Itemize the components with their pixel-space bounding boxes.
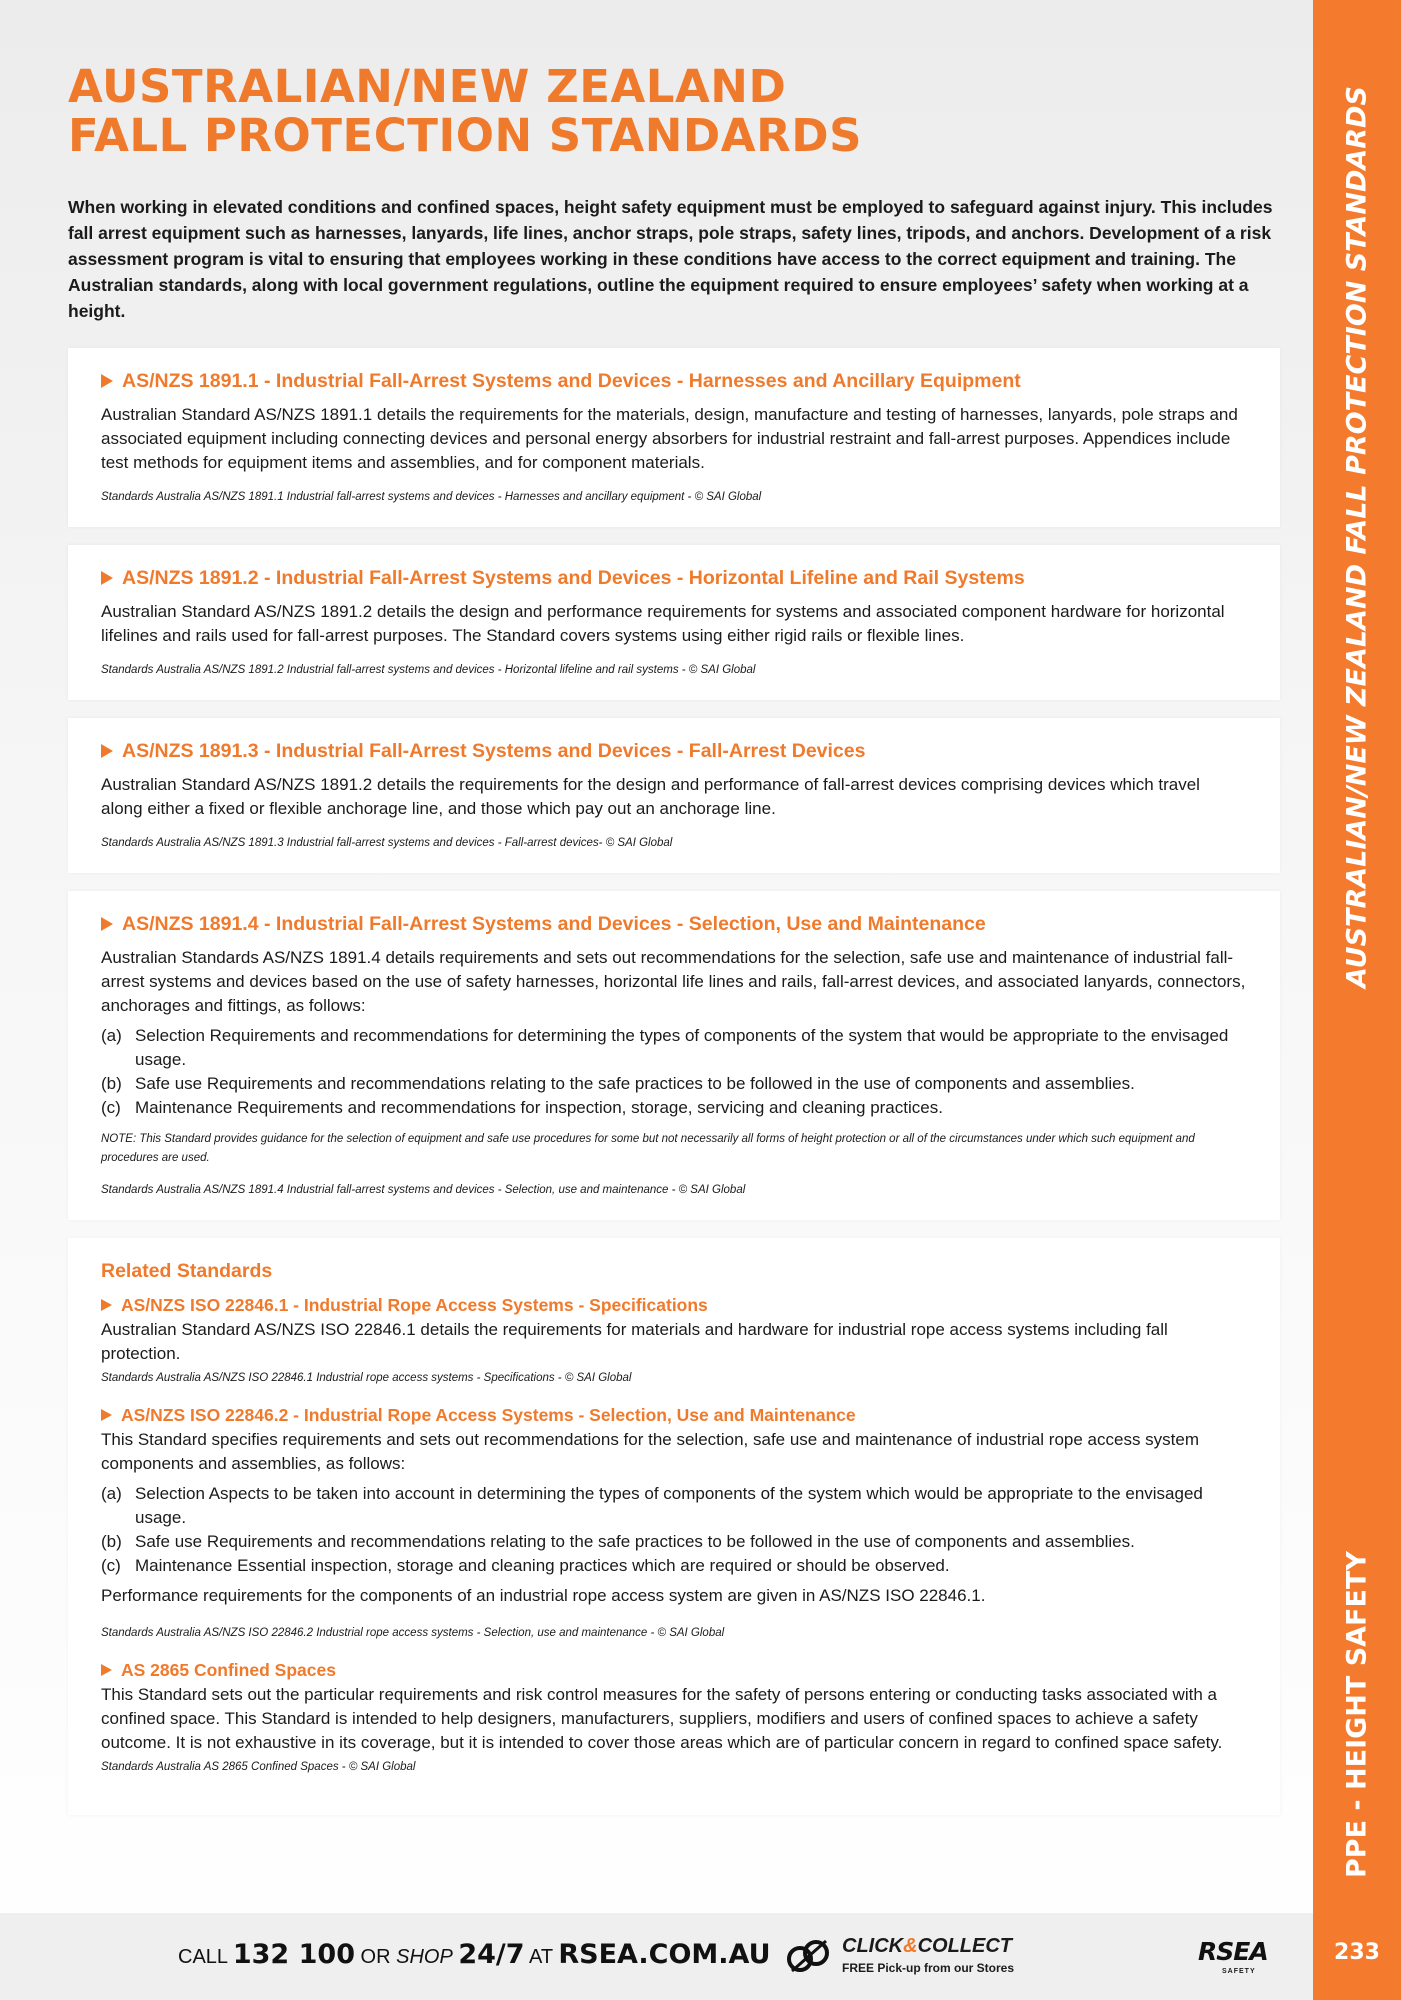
section-citation: Standards Australia AS 2865 Confined Spaces - © SAI Global (101, 1761, 416, 1773)
section-title: AS/NZS 1891.2 - Industrial Fall-Arrest Systems and Devices - Horizontal Lifeline and Rail Systems (101, 565, 1246, 591)
section-citation: Standards Australia AS/NZS ISO 22846.1 Industrial rope access systems - Specifications - © SAI Global (101, 1372, 632, 1384)
related-standards-heading: Related Standards (101, 1260, 273, 1282)
related-item-22846-2 (101, 1404, 1246, 1641)
related-standards-card (68, 1238, 1280, 1815)
contact-line: CALL 132 100 OR SHOP 24/7 AT RSEA.COM.AU (178, 1939, 771, 1970)
intro-paragraph: When working in elevated conditions and confined spaces, height safety equipment must be employed to safeguard against injury. This includes fall arrest equipment such as harnesses, lanyards, life lines, anchor straps, pole straps, safety lines, tripods, and anchors. Development of a risk assessment program is vital to ensuring that employees working in these conditions have access to the correct equipment and training. The Australian standards, along with local government regulations, outline the equipment required to ensure employees’ safety when working at a height. (68, 197, 1273, 321)
section-title: AS/NZS 1891.3 - Industrial Fall-Arrest Systems and Devices - Fall-Arrest Devices (101, 738, 1246, 764)
section-citation: Standards Australia AS/NZS 1891.4 Industrial fall-arrest systems and devices - Selection, use and maintenance - © SAI Global (101, 1184, 746, 1196)
related-item-22846-1 (101, 1294, 1246, 1386)
side-tab-category: PPE - HEIGHT SAFETY (1341, 1551, 1373, 1878)
section-body: This Standard specifies requirements and sets out recommendations for the selection, safe use and maintenance of industrial rope access system components and assemblies, as follows: (101, 1430, 1200, 1473)
triangle-bullet-icon (101, 571, 113, 585)
triangle-bullet-icon (101, 374, 113, 388)
section-body: Australian Standards AS/NZS 1891.4 details requirements and sets out recommendations for the selection, safe use and maintenance of industrial fall-arrest systems and devices based on the use of safety harnesses, horizontal life lines and rails, fall-arrest devices, and associated lanyards, connectors, anchorages and fittings, as follows: (101, 948, 1246, 1015)
section-body: Australian Standard AS/NZS 1891.2 details the design and performance requirements for systems and associated component hardware for horizontal lifelines and rails used for fall-arrest purposes. The Standard covers systems using either rigid rails or flexible lines. (101, 602, 1225, 645)
triangle-bullet-icon (101, 744, 113, 758)
list-item: (c) Maintenance Requirements and recommendations for inspection, storage, servicing and cleaning practices. (101, 1098, 943, 1117)
side-tab (1313, 0, 1401, 2000)
rsea-logo: RSEA (1198, 1937, 1268, 1966)
rsea-logo-sub: SAFETY (1222, 1968, 1256, 1975)
requirements-list (101, 1024, 1246, 1120)
standard-card-1891-3 (68, 718, 1280, 873)
list-item: (b) Safe use Requirements and recommendations relating to the safe practices to be followed in the use of components and assemblies. (101, 1532, 1135, 1551)
phone-number[interactable]: 132 100 (232, 1939, 355, 1970)
section-title: AS/NZS ISO 22846.2 - Industrial Rope Access Systems - Selection, Use and Maintenance (101, 1404, 1246, 1426)
section-title: AS/NZS ISO 22846.1 - Industrial Rope Access Systems - Specifications (101, 1294, 1246, 1316)
standard-card-1891-2 (68, 545, 1280, 700)
side-tab-title: AUSTRALIAN/NEW ZEALAND FALL PROTECTION STANDARDS (1341, 86, 1373, 988)
performance-note: Performance requirements for the components of an industrial rope access system are given in AS/NZS ISO 22846.1. (101, 1586, 986, 1605)
section-body: This Standard sets out the particular requirements and risk control measures for the safety of persons entering or conducting tasks associated with a confined space. This Standard is intended to help designers, manufacturers, suppliers, modifiers and users of confined spaces to achieve a safety outcome. It is not exhaustive in its coverage, but it is intended to cover those areas which are of particular concern in regard to confined space safety. (101, 1685, 1223, 1752)
section-body: Australian Standard AS/NZS 1891.2 details the requirements for the design and performance of fall-arrest devices comprising devices which travel along either a fixed or flexible anchorage line, and those which pay out an anchorage line. (101, 775, 1200, 818)
requirements-list (101, 1482, 1246, 1578)
section-body: Australian Standard AS/NZS 1891.1 details the requirements for the materials, design, manufacture and testing of harnesses, lanyards, pole straps and associated equipment including connecting devices and personal energy absorbers for industrial restraint and fall-arrest purposes. Appendices include test methods for equipment items and assemblies, and for component materials. (101, 405, 1238, 472)
related-item-2865 (101, 1659, 1246, 1775)
section-note: NOTE: This Standard provides guidance for the selection of equipment and safe use procedures for some but not necessarily all forms of height protection or all of the circumstances under which such equipment and procedures are used. (101, 1133, 1195, 1164)
section-citation: Standards Australia AS/NZS 1891.2 Industrial fall-arrest systems and devices - Horizontal lifeline and rail systems - © SAI Global (101, 664, 756, 676)
section-body: Australian Standard AS/NZS ISO 22846.1 details the requirements for materials and hardware for industrial rope access systems including fall protection. (101, 1320, 1168, 1363)
click-collect-icon (786, 1937, 830, 1975)
list-item: (c) Maintenance Essential inspection, storage and cleaning practices which are required or should be observed. (101, 1556, 950, 1575)
section-citation: Standards Australia AS/NZS ISO 22846.2 Industrial rope access systems - Selection, use and maintenance - © SAI Global (101, 1627, 725, 1639)
triangle-bullet-icon (101, 917, 113, 931)
list-item: (a) Selection Requirements and recommendations for determining the types of components of the system that would be appropriate to the envisaged usage. (101, 1026, 1229, 1069)
triangle-bullet-icon (101, 1299, 112, 1311)
main-content (68, 62, 1280, 1815)
standard-card-1891-4 (68, 891, 1280, 1220)
section-title: AS/NZS 1891.1 - Industrial Fall-Arrest Systems and Devices - Harnesses and Ancillary Equipment (101, 368, 1246, 394)
section-title: AS 2865 Confined Spaces (101, 1659, 1246, 1681)
page-title: AUSTRALIAN/NEW ZEALAND FALL PROTECTION STANDARDS (68, 60, 862, 162)
triangle-bullet-icon (101, 1664, 112, 1676)
page-number: 233 (1334, 1940, 1380, 1965)
triangle-bullet-icon (101, 1409, 112, 1421)
standard-card-1891-1 (68, 348, 1280, 527)
list-item: (b) Safe use Requirements and recommendations relating to the safe practices to be followed in the use of components and assemblies. (101, 1074, 1135, 1093)
list-item: (a) Selection Aspects to be taken into account in determining the types of components of the system which would be appropriate to the envisaged usage. (101, 1484, 1203, 1527)
section-citation: Standards Australia AS/NZS 1891.1 Industrial fall-arrest systems and devices - Harnesses and ancillary equipment - © SAI Global (101, 491, 762, 503)
section-title: AS/NZS 1891.4 - Industrial Fall-Arrest Systems and Devices - Selection, Use and Maintenance (101, 911, 1246, 937)
section-citation: Standards Australia AS/NZS 1891.3 Industrial fall-arrest systems and devices - Fall-arrest devices- © SAI Global (101, 837, 673, 849)
website-link[interactable]: RSEA.COM.AU (558, 1939, 771, 1970)
footer-bar: CALL 132 100 OR SHOP 24/7 AT RSEA.COM.AU CLICK&COLLECT FREE Pick-up from our Stores RSEA SAFETY (0, 1913, 1313, 2000)
